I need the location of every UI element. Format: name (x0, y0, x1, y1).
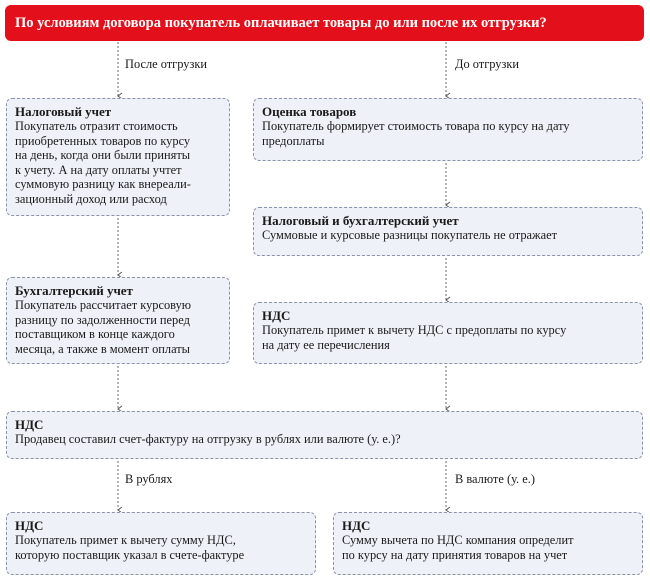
box-line: Продавец составил счет-фактуру на отгрузку в рублях или валюте (у. е.)? (15, 432, 401, 446)
box-title: НДС (262, 308, 291, 323)
box-title: Бухгалтерский учет (15, 283, 133, 298)
box-title: Оценка товаров (262, 104, 357, 119)
box-line: поставщиком в конце каждого (15, 327, 175, 342)
box-title: Налоговый и бухгалтерский учет (262, 213, 459, 228)
branch-label-after: После отгрузки (125, 57, 208, 71)
box-title: НДС (15, 518, 44, 533)
box-accounting-after (6, 277, 230, 364)
box-line: Суммовые и курсовые разницы покупатель не отражает (262, 228, 557, 242)
branch-label-before: До отгрузки (455, 57, 520, 71)
box-line: на дату ее перечисления (262, 337, 390, 352)
box-line: которую поставщик указал в счете-фактуре (15, 547, 245, 562)
box-line: разницу по задолженности перед (15, 312, 190, 327)
box-line: Сумму вычета по НДС компания определит (342, 533, 574, 547)
box-line: суммовую разницу как внереали- (15, 177, 191, 192)
box-line: зационный доход или расход (15, 191, 167, 206)
box-tax-accounting-after (6, 98, 230, 216)
box-vat-rubles (6, 512, 316, 575)
box-line: к учету. А на дату оплаты учтет (15, 162, 182, 177)
box-line: Покупатель примет к вычету НДС с предоплаты по курсу (262, 323, 567, 337)
box-title: НДС (15, 417, 44, 432)
box-vat-currency (333, 512, 643, 575)
box-line: предоплаты (262, 133, 325, 148)
box-line: Покупатель отразит стоимость (15, 119, 178, 133)
box-goods-valuation (253, 98, 643, 161)
box-title: НДС (342, 518, 371, 533)
box-vat-question (6, 411, 643, 459)
box-line: месяца, а также в момент оплаты (15, 341, 191, 356)
box-title: Налоговый учет (15, 104, 112, 119)
branch-label-currency: В валюте (у. е.) (455, 472, 535, 486)
box-line: Покупатель примет к вычету сумму НДС, (15, 533, 236, 547)
box-line: Покупатель рассчитает курсовую (15, 298, 192, 312)
box-line: по курсу на дату принятия товаров на учет (342, 547, 568, 562)
box-vat-before (253, 302, 643, 364)
box-tax-and-accounting-before (253, 207, 643, 256)
box-line: на день, когда они были приняты (15, 148, 191, 163)
branch-label-rubles: В рублях (125, 472, 173, 486)
box-line: Покупатель формирует стоимость товара по курсу на дату (262, 119, 570, 133)
box-line: приобретенных товаров по курсу (15, 133, 191, 148)
main-question-text: По условиям договора покупатель оплачивает товары до или после их отгрузки? (15, 14, 547, 31)
